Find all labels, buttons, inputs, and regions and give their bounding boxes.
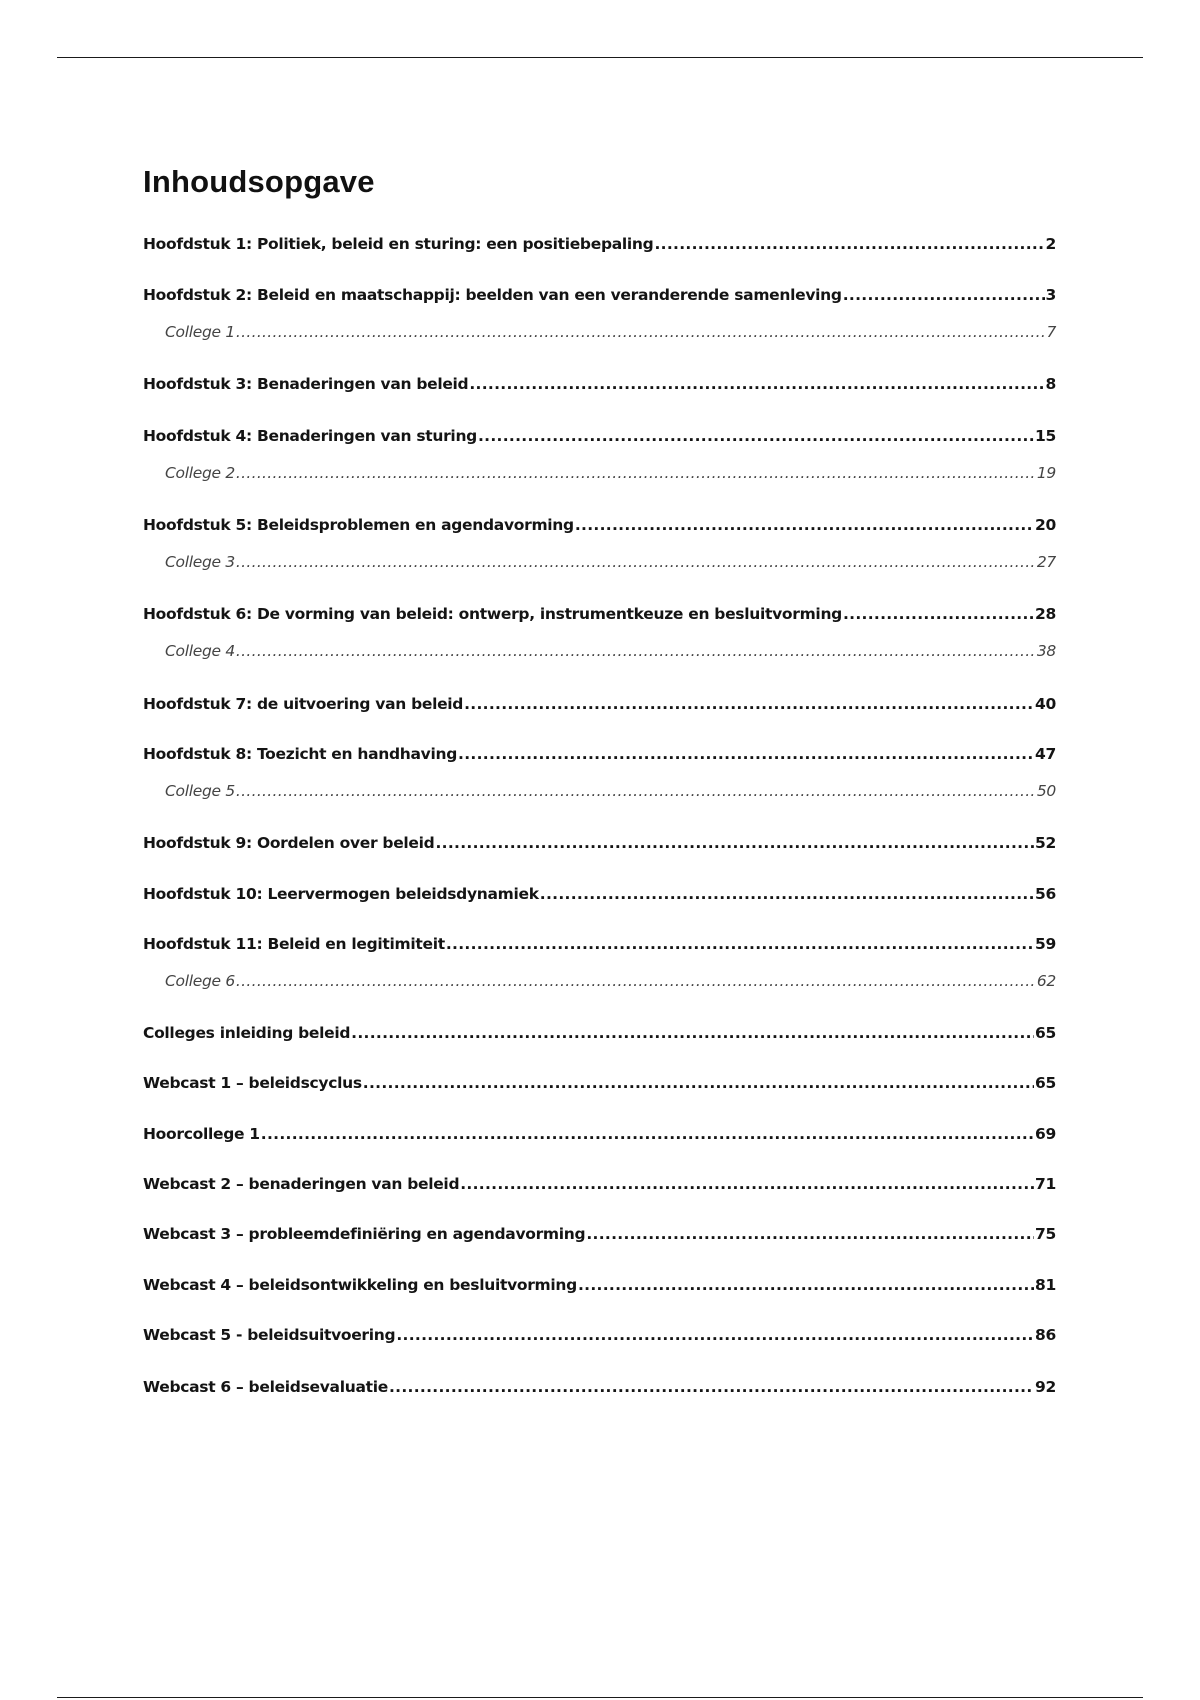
toc-entry-chapter[interactable]: [143, 831, 1056, 855]
toc-dot-leader: [236, 779, 1036, 803]
toc-entry-label: Hoofdstuk 3: Benaderingen van beleid: [143, 375, 469, 393]
toc-entry-chapter[interactable]: [143, 1021, 1056, 1045]
toc-entry-college[interactable]: [165, 550, 1056, 574]
toc-entry-label: Hoofdstuk 7: de uitvoering van beleid: [143, 695, 464, 713]
toc-dot-leader: [843, 283, 1045, 307]
toc-page-number: 71: [1035, 1175, 1056, 1193]
toc-dot-leader: [236, 969, 1036, 993]
toc-dot-leader: [261, 1122, 1034, 1146]
toc-dot-leader: [458, 742, 1034, 766]
toc-dot-leader: [586, 1222, 1034, 1246]
toc-page-number: 2: [1045, 235, 1056, 253]
toc-entry-label: College 6: [165, 972, 235, 990]
toc-entry-label: Hoofdstuk 10: Leervermogen beleidsdynamiek: [143, 885, 539, 903]
toc-entry-college[interactable]: [165, 639, 1056, 663]
toc-dot-leader: [478, 424, 1034, 448]
toc-entry-label: College 3: [165, 553, 235, 571]
toc-entry-label: Webcast 1 – beleidscyclus: [143, 1074, 362, 1092]
toc-dot-leader: [389, 1375, 1034, 1399]
header-rule: [57, 57, 1143, 58]
toc-entry-chapter[interactable]: [143, 602, 1056, 626]
toc-dot-leader: [396, 1323, 1034, 1347]
toc-page-number: 38: [1036, 642, 1056, 660]
toc-page-number: 40: [1035, 695, 1056, 713]
toc-entry-chapter[interactable]: [143, 742, 1056, 766]
toc-page-number: 27: [1036, 553, 1056, 571]
toc-page-number: 59: [1035, 935, 1056, 953]
toc-entry-label: Webcast 3 – probleemdefiniëring en agendavorming: [143, 1225, 586, 1243]
toc-page-number: 7: [1046, 323, 1056, 341]
toc-dot-leader: [575, 513, 1034, 537]
toc-entry-chapter[interactable]: [143, 232, 1056, 256]
toc-dot-leader: [460, 1172, 1034, 1196]
toc-entry-label: College 4: [165, 642, 235, 660]
toc-dot-leader: [469, 372, 1044, 396]
toc-entry-chapter[interactable]: [143, 424, 1056, 448]
toc-entry-chapter[interactable]: [143, 692, 1056, 716]
toc-entry-label: Hoofdstuk 9: Oordelen over beleid: [143, 834, 435, 852]
toc-page-number: 86: [1035, 1326, 1056, 1344]
toc-entry-label: College 1: [165, 323, 235, 341]
toc-dot-leader: [540, 882, 1034, 906]
toc-entry-label: Hoofdstuk 6: De vorming van beleid: ontwerp, instrumentkeuze en besluitvorming: [143, 605, 842, 623]
toc-page-number: 28: [1035, 605, 1056, 623]
toc-dot-leader: [435, 831, 1034, 855]
toc-page-number: 65: [1035, 1024, 1056, 1042]
toc-entry-label: Webcast 2 – benaderingen van beleid: [143, 1175, 460, 1193]
toc-entry-college[interactable]: [165, 969, 1056, 993]
toc-dot-leader: [236, 550, 1036, 574]
toc-dot-leader: [236, 320, 1046, 344]
toc-page-number: 69: [1035, 1125, 1056, 1143]
toc-entry-chapter[interactable]: [143, 1375, 1056, 1399]
toc-page-number: 65: [1035, 1074, 1056, 1092]
toc-title: Inhoudsopgave: [143, 164, 375, 199]
toc-entry-label: College 5: [165, 782, 235, 800]
toc-entry-label: Hoofdstuk 5: Beleidsproblemen en agendavorming: [143, 516, 574, 534]
toc-page-number: 47: [1035, 745, 1056, 763]
toc-page-number: 8: [1045, 375, 1056, 393]
toc-page-number: 92: [1035, 1378, 1056, 1396]
toc-entry-chapter[interactable]: [143, 1222, 1056, 1246]
toc-entry-label: Colleges inleiding beleid: [143, 1024, 351, 1042]
toc-page-number: 15: [1035, 427, 1056, 445]
toc-entry-label: Hoorcollege 1: [143, 1125, 260, 1143]
toc-entry-label: Hoofdstuk 4: Benaderingen van sturing: [143, 427, 477, 445]
toc-entry-label: Webcast 4 – beleidsontwikkeling en besluitvorming: [143, 1276, 577, 1294]
toc-page-number: 81: [1035, 1276, 1056, 1294]
toc-entry-college[interactable]: [165, 320, 1056, 344]
toc-page-number: 62: [1036, 972, 1056, 990]
toc-entry-label: College 2: [165, 464, 235, 482]
toc-entry-college[interactable]: [165, 779, 1056, 803]
toc-entry-label: Webcast 6 – beleidsevaluatie: [143, 1378, 388, 1396]
toc-entry-label: Hoofdstuk 1: Politiek, beleid en sturing: een positiebepaling: [143, 235, 654, 253]
toc-entry-label: Hoofdstuk 11: Beleid en legitimiteit: [143, 935, 445, 953]
toc-entry-label: Hoofdstuk 2: Beleid en maatschappij: beelden van een veranderende samenleving: [143, 286, 842, 304]
toc-dot-leader: [446, 932, 1034, 956]
toc-entry-chapter[interactable]: [143, 1122, 1056, 1146]
toc-entry-chapter[interactable]: [143, 932, 1056, 956]
toc-dot-leader: [363, 1071, 1034, 1095]
toc-dot-leader: [464, 692, 1034, 716]
toc-dot-leader: [236, 461, 1036, 485]
toc-dot-leader: [578, 1273, 1034, 1297]
toc-entry-chapter[interactable]: [143, 372, 1056, 396]
toc-entry-chapter[interactable]: [143, 283, 1056, 307]
toc-dot-leader: [351, 1021, 1034, 1045]
toc-page-number: 52: [1035, 834, 1056, 852]
toc-page-number: 56: [1035, 885, 1056, 903]
footer-rule: [57, 1697, 1143, 1698]
toc-dot-leader: [236, 639, 1036, 663]
toc-dot-leader: [654, 232, 1044, 256]
toc-page-number: 20: [1035, 516, 1056, 534]
toc-entry-label: Hoofdstuk 8: Toezicht en handhaving: [143, 745, 458, 763]
toc-page-number: 50: [1036, 782, 1056, 800]
toc-entry-chapter[interactable]: [143, 1172, 1056, 1196]
toc-entry-chapter[interactable]: [143, 1273, 1056, 1297]
toc-page-number: 3: [1045, 286, 1056, 304]
toc-entry-label: Webcast 5 - beleidsuitvoering: [143, 1326, 396, 1344]
toc-entry-chapter[interactable]: [143, 882, 1056, 906]
toc-page-number: 19: [1036, 464, 1056, 482]
toc-entry-chapter[interactable]: [143, 1323, 1056, 1347]
toc-dot-leader: [843, 602, 1034, 626]
toc-entry-chapter[interactable]: [143, 1071, 1056, 1095]
toc-entry-chapter[interactable]: [143, 513, 1056, 537]
toc-page-number: 75: [1035, 1225, 1056, 1243]
toc-entry-college[interactable]: [165, 461, 1056, 485]
